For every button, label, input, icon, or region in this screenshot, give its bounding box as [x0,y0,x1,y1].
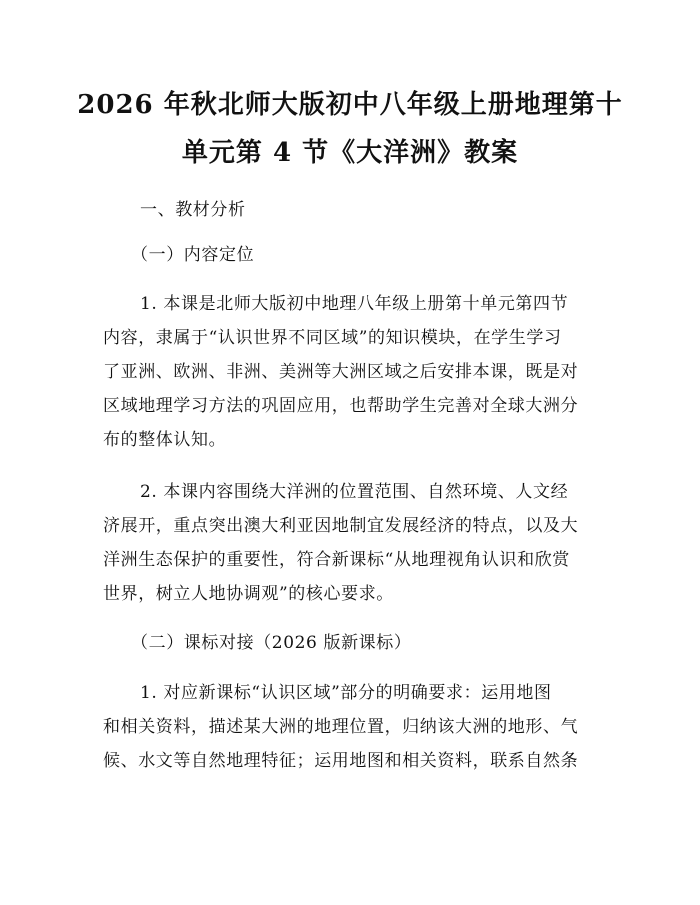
document-title-line-2: 单元第 4 节《大洋洲》教案 [181,138,519,168]
paragraph-line: 候、水文等自然地理特征；运用地图和相关资料，联系自然条 [103,751,579,771]
section-heading: 一、教材分析 [140,200,246,220]
paragraph-line: 布的整体认知。 [103,430,227,450]
paragraph-line: 2. 本课内容围绕大洋洲的位置范围、自然环境、人文经 [140,482,569,502]
paragraph-line: 济展开，重点突出澳大利亚因地制宜发展经济的特点，以及大 [103,516,579,536]
paragraph-line: 世界，树立人地协调观”的核心要求。 [103,584,394,604]
paragraph-line: 1. 对应新课标“认识区域”部分的明确要求：运用地图 [140,683,552,703]
document-title-line-1: 2026 年秋北师大版初中八年级上册地理第十 [77,90,623,120]
subsection-heading: （二）课标对接（2026 版新课标） [131,633,412,653]
paragraph-line: 内容，隶属于“认识世界不同区域”的知识模块，在学生学习 [103,328,562,348]
paragraph-line: 了亚洲、欧洲、非洲、美洲等大洲区域之后安排本课，既是对 [103,362,579,382]
paragraph-line: 和相关资料，描述某大洲的地理位置，归纳该大洲的地形、气 [103,717,579,737]
subsection-heading: （一）内容定位 [131,245,255,265]
paragraph-line: 1. 本课是北师大版初中地理八年级上册第十单元第四节 [140,294,569,314]
paragraph-line: 区域地理学习方法的巩固应用，也帮助学生完善对全球大洲分 [103,396,579,416]
paragraph-line: 洋洲生态保护的重要性，符合新课标“从地理视角认识和欣赏 [103,550,570,570]
